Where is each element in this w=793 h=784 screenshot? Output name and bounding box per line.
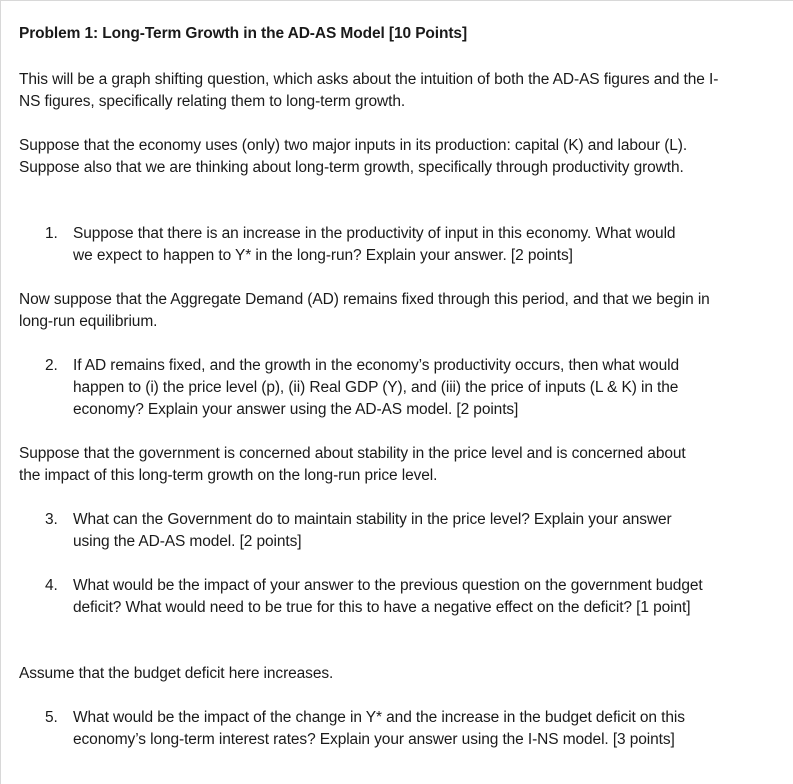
question-1	[45, 223, 695, 267]
setup-paragraph: Suppose that the economy uses (only) two major inputs in its production: capital (K) and labour (L). Suppose also that we are thinking about long-term growth, specifically through productivity growth.	[19, 137, 688, 176]
price-stability-paragraph: Suppose that the government is concerned about stability in the price level and is concerned about the impact of this long-term growth on the long-run price level.	[19, 445, 686, 484]
question-text: What can the Government do to maintain stability in the price level? Explain your answer using the AD-AS model. [2 points]	[73, 511, 672, 550]
question-number: 5.	[45, 709, 58, 726]
ad-fixed-paragraph: Now suppose that the Aggregate Demand (AD) remains fixed through this period, and that we begin in long-run equilibrium.	[19, 291, 710, 330]
question-number: 3.	[45, 511, 58, 528]
question-text: What would be the impact of the change in Y* and the increase in the budget deficit on this economy’s long-term interest rates? Explain your answer using the I-NS model. [3 points]	[73, 709, 685, 748]
question-text: What would be the impact of your answer to the previous question on the government budget deficit? What would need to be true for this to have a negative effect on the deficit? [1 point]	[73, 577, 703, 616]
question-number: 4.	[45, 577, 58, 594]
problem-title: Problem 1: Long-Term Growth in the AD-AS Model [10 Points]	[19, 25, 468, 42]
question-5	[45, 707, 725, 751]
question-text: Suppose that there is an increase in the productivity of input in this economy. What would we expect to happen to Y* in the long-run? Explain your answer. [2 points]	[73, 225, 676, 264]
intro-paragraph: This will be a graph shifting question, which asks about the intuition of both the AD-AS figures and the I-NS figures, specifically relating them to long-term growth.	[19, 71, 719, 110]
question-4	[45, 575, 725, 619]
question-number: 1.	[45, 225, 58, 242]
question-3	[45, 509, 685, 553]
deficit-paragraph: Assume that the budget deficit here increases.	[19, 665, 334, 682]
question-text: If AD remains fixed, and the growth in the economy’s productivity occurs, then what would happen to (i) the price level (p), (ii) Real GDP (Y), and (iii) the price of inputs (L & K) in the economy? Explain your answer using the AD-AS model. [2 points]	[73, 357, 679, 418]
question-2	[45, 355, 715, 421]
question-number: 2.	[45, 357, 58, 374]
